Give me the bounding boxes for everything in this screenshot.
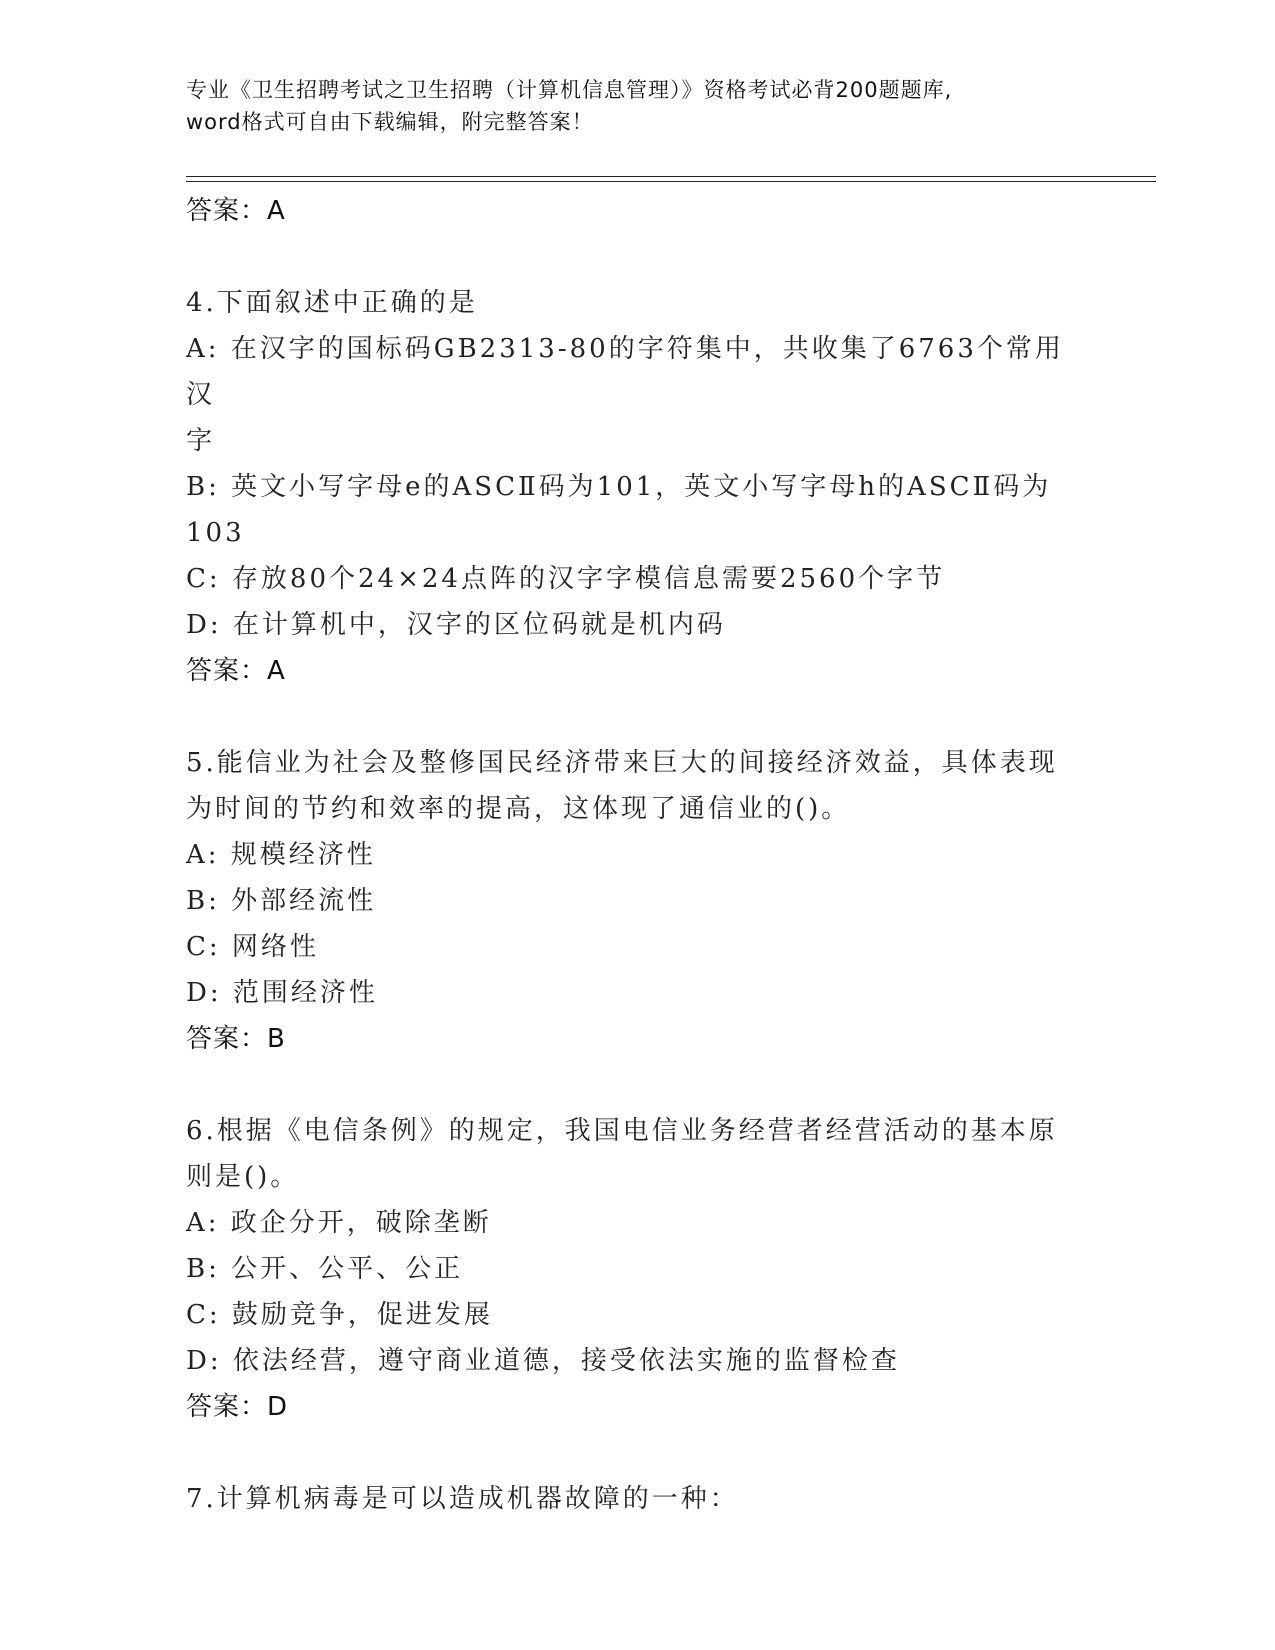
option-c xyxy=(186,1292,1076,1338)
question-block xyxy=(186,740,1076,1062)
question-stem-line: 为时间的节约和效率的提高，这体现了通信业的()。 xyxy=(186,794,851,824)
option-line: B: 外部经流性 xyxy=(186,886,377,916)
option-line: 字 xyxy=(186,426,216,456)
option-d xyxy=(186,602,1076,648)
question-stem-line: 5.能信业为社会及整修国民经济带来巨大的间接经济效益，具体表现 xyxy=(186,748,1058,778)
option-d xyxy=(186,1338,1076,1384)
option-line: A: 规模经济性 xyxy=(186,840,376,870)
header-divider-bottom xyxy=(186,181,1156,182)
option-b xyxy=(186,1246,1076,1292)
question-stem-line: 4.下面叙述中正确的是 xyxy=(186,288,478,318)
header-line-2: word格式可自由下载编辑，附完整答案！ xyxy=(186,110,594,134)
option-line: D: 依法经营，遵守商业道德，接受依法实施的监督检查 xyxy=(186,1346,900,1376)
question-block xyxy=(186,1108,1076,1430)
option-line: 103 xyxy=(186,518,245,548)
option-line: B: 公开、公平、公正 xyxy=(186,1254,464,1284)
question-stem-line: 7.计算机病毒是可以造成机器故障的一种： xyxy=(186,1484,739,1514)
document-header xyxy=(186,74,1076,138)
option-a xyxy=(186,1200,1076,1246)
option-b xyxy=(186,464,1076,556)
header-line-1: 专业《卫生招聘考试之卫生招聘（计算机信息管理）》资格考试必背200题题库, xyxy=(186,78,953,102)
option-line: D: 范围经济性 xyxy=(186,978,378,1008)
option-line: D: 在计算机中，汉字的区位码就是机内码 xyxy=(186,610,726,640)
option-b xyxy=(186,878,1076,924)
question-block xyxy=(186,280,1076,694)
option-line: B: 英文小写字母e的ASCⅡ码为101，英文小写字母h的ASCⅡ码为 xyxy=(186,472,1052,502)
option-line: C: 鼓励竞争，促进发展 xyxy=(186,1300,493,1330)
option-c xyxy=(186,556,1076,602)
option-line: C: 网络性 xyxy=(186,932,319,962)
question-stem xyxy=(186,1108,1076,1200)
question-block xyxy=(186,1476,1076,1522)
answer-line: 答案：D xyxy=(186,1392,289,1422)
option-line: C: 存放80个24×24点阵的汉字字模信息需要2560个字节 xyxy=(186,564,946,594)
question-stem-line: 则是()。 xyxy=(186,1162,300,1192)
option-a xyxy=(186,832,1076,878)
option-line: A: 在汉字的国标码GB2313-80的字符集中，共收集了6763个常用汉 xyxy=(186,334,1064,410)
question-stem xyxy=(186,740,1076,832)
option-a xyxy=(186,326,1076,464)
question-stem xyxy=(186,1476,1076,1522)
answer-line: 答案：B xyxy=(186,1024,286,1054)
question-stem-line: 6.根据《电信条例》的规定，我国电信业务经营者经营活动的基本原 xyxy=(186,1116,1058,1146)
answer-line: 答案：A xyxy=(186,196,286,226)
option-d xyxy=(186,970,1076,1016)
answer-line: 答案：A xyxy=(186,656,286,686)
question-stem xyxy=(186,280,1076,326)
document-body xyxy=(186,188,1076,1522)
header-divider-top xyxy=(186,176,1156,177)
option-line: A: 政企分开，破除垄断 xyxy=(186,1208,492,1238)
option-c xyxy=(186,924,1076,970)
